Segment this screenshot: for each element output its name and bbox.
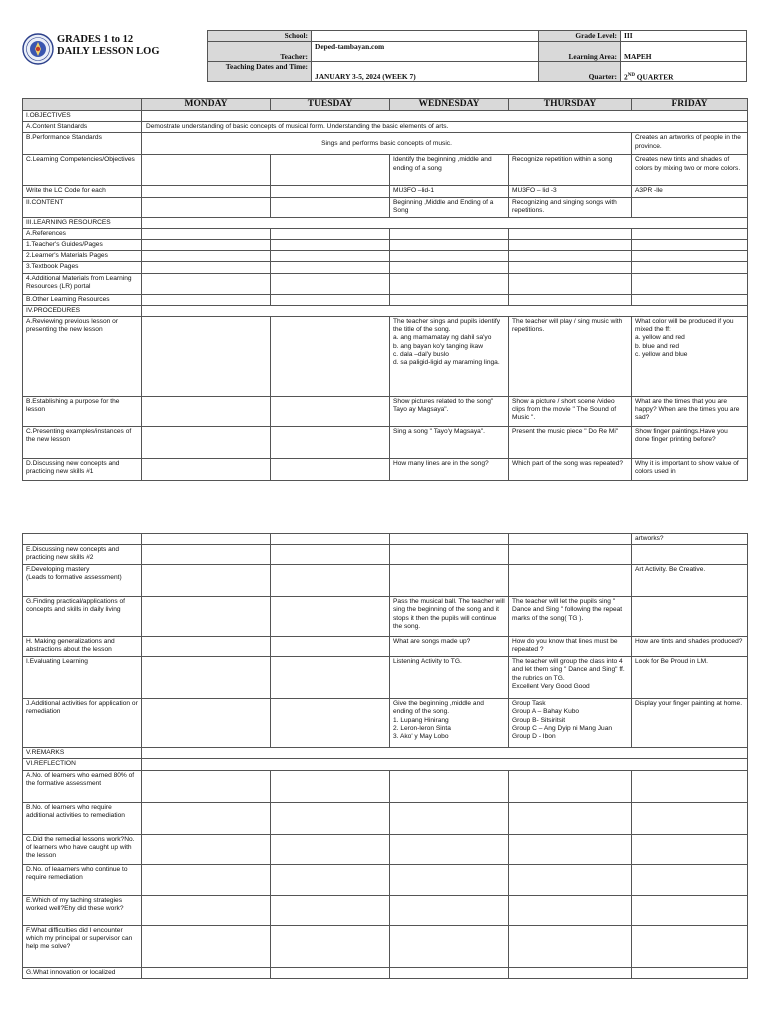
day-header-row xyxy=(23,99,748,111)
log-row xyxy=(23,459,748,481)
row-label: A.References xyxy=(23,228,142,239)
row-label: B.Performance Standards xyxy=(23,133,142,155)
cell-monday xyxy=(142,240,271,251)
log-row xyxy=(23,197,748,217)
row-label: G.What innovation or localized xyxy=(23,967,142,978)
cell-monday xyxy=(142,317,271,397)
cell-thursday xyxy=(509,864,632,895)
cell-monday xyxy=(142,770,271,802)
cell-wednesday xyxy=(390,273,509,294)
cell-wednesday xyxy=(390,251,509,262)
section-filler xyxy=(142,748,748,759)
section-filler xyxy=(142,111,748,122)
cell-wednesday xyxy=(390,545,509,565)
row-label: E.Which of my taching strategies worked well?Ehy did these work? xyxy=(23,895,142,925)
cell-wednesday xyxy=(390,565,509,597)
log-row xyxy=(23,186,748,197)
cell-friday xyxy=(632,925,748,967)
cell-thursday xyxy=(509,770,632,802)
cell-wednesday xyxy=(390,834,509,864)
cell-tuesday xyxy=(271,459,390,481)
row-label: F.What difficulties did I encounter which my principal or supervisor can help me solve? xyxy=(23,925,142,967)
section-filler xyxy=(142,305,748,316)
cell-monday xyxy=(142,834,271,864)
log-row xyxy=(23,802,748,834)
row-label: C.Presenting examples/instances of the new lesson xyxy=(23,427,142,459)
section-filler xyxy=(142,759,748,770)
learning-area-value: MAPEH xyxy=(621,42,747,62)
cell-wednesday xyxy=(390,770,509,802)
log-row xyxy=(23,597,748,637)
cell-friday xyxy=(632,294,748,305)
row-label: A.Content Standards xyxy=(23,122,142,133)
cell-wednesday xyxy=(390,895,509,925)
cell-monday xyxy=(142,545,271,565)
teacher-label: Teacher: xyxy=(208,42,312,62)
grade-level-label: Grade Level: xyxy=(539,31,621,42)
cell-thursday xyxy=(509,251,632,262)
cell-thursday: MU3FO – lid -3 xyxy=(509,186,632,197)
cell-wednesday: How many lines are in the song? xyxy=(390,459,509,481)
day-header-monday: MONDAY xyxy=(142,99,271,111)
log-row xyxy=(23,133,748,155)
cell-wednesday: Beginning ,Middle and Ending of a Song xyxy=(390,197,509,217)
cell-thursday xyxy=(509,262,632,273)
cell-monday xyxy=(142,864,271,895)
row-label: Write the LC Code for each xyxy=(23,186,142,197)
log-row xyxy=(23,925,748,967)
log-row xyxy=(23,770,748,802)
cell-monday xyxy=(142,967,271,978)
cell-wednesday xyxy=(390,294,509,305)
log-row xyxy=(23,657,748,699)
cell-friday xyxy=(632,597,748,637)
grade-level-value: III xyxy=(621,31,747,42)
cell-friday: What color will be produced if you mixed the ff: a. yellow and red b. blue and red c. yellow and blue xyxy=(632,317,748,397)
teaching-dates-value: JANUARY 3-5, 2024 (WEEK 7) xyxy=(312,62,539,82)
cell-friday: Look for Be Proud in LM. xyxy=(632,657,748,699)
cell-tuesday xyxy=(271,273,390,294)
cell-monday xyxy=(142,155,271,186)
deped-seal-logo xyxy=(22,33,54,65)
cell-tuesday xyxy=(271,397,390,427)
teaching-dates-label: Teaching Dates and Time: xyxy=(208,62,312,82)
row-label: 4.Additional Materials from Learning Resources (LR) portal xyxy=(23,273,142,294)
log-row xyxy=(23,240,748,251)
cell-friday: artworks? xyxy=(632,534,748,545)
log-row xyxy=(23,251,748,262)
day-header-tuesday: TUESDAY xyxy=(271,99,390,111)
cell-monday xyxy=(142,895,271,925)
cell-tuesday xyxy=(271,802,390,834)
cell-wednesday: Sing a song " Tayo'y Magsaya". xyxy=(390,427,509,459)
cell-tuesday xyxy=(271,864,390,895)
log-row xyxy=(23,637,748,657)
cell-wednesday: Pass the musical ball. The teacher will sing the beginning of the song and it stops it then the pupils will continue the song. xyxy=(390,597,509,637)
log-row xyxy=(23,864,748,895)
row-label: C.Did the remedial lessons work?No. of learners who have caught up with the lesson xyxy=(23,834,142,864)
row-label: J.Additional activities for application or remediation xyxy=(23,699,142,748)
cell-monday xyxy=(142,597,271,637)
title-line2: DAILY LESSON LOG xyxy=(57,46,160,57)
row-label: I.Evaluating Learning xyxy=(23,657,142,699)
cell-thursday: The teacher will group the class into 4 and let them sing " Dance and Sing" ff. the rubrics on TG. Excellent Very Good Good xyxy=(509,657,632,699)
cell-friday: What are the times that you are happy? When are the times you are sad? xyxy=(632,397,748,427)
cell-thursday: Show a picture / short scene /video clips from the movie " The Sound of Music ". xyxy=(509,397,632,427)
cell-thursday: Which part of the song was repeated? xyxy=(509,459,632,481)
cell-wednesday xyxy=(390,864,509,895)
cell-tuesday xyxy=(271,155,390,186)
cell-thursday: Recognizing and singing songs with repetitions. xyxy=(509,197,632,217)
row-label: G.Finding practical/applications of concepts and skills in daily living xyxy=(23,597,142,637)
cell-friday xyxy=(632,251,748,262)
row-label: 2.Learner's Materials Pages xyxy=(23,251,142,262)
cell-monday xyxy=(142,459,271,481)
log-row xyxy=(23,427,748,459)
cell-thursday: Group Task Group A – Bahay Kubo Group B- Sitsiritsit Group C – Ang Dyip ni Mang Juan Group D - Ibon xyxy=(509,699,632,748)
cell-thursday xyxy=(509,834,632,864)
cell-monday xyxy=(142,925,271,967)
cell-tuesday xyxy=(271,427,390,459)
cell-friday: Show finger paintings.Have you done finger printing before? xyxy=(632,427,748,459)
cell-thursday xyxy=(509,534,632,545)
log-row xyxy=(23,294,748,305)
row-label: I.OBJECTIVES xyxy=(23,111,142,122)
row-label: III.LEARNING RESOURCES xyxy=(23,217,142,228)
cell-tuesday xyxy=(271,186,390,197)
performance-standards-text: Sings and performs basic concepts of music. xyxy=(142,133,632,155)
cell-monday xyxy=(142,251,271,262)
log-row xyxy=(23,122,748,133)
log-row xyxy=(23,534,748,545)
cell-monday xyxy=(142,699,271,748)
cell-tuesday xyxy=(271,534,390,545)
cell-wednesday: The teacher sings and pupils identify the title of the song. a. ang mamamatay ng dahil sa'yo b. ang bayan ko'y tanging ikaw c. dala –dal'y buslo d. sa paligid-ligid ay maraming linga. xyxy=(390,317,509,397)
cell-wednesday: Identify the beginning ,middle and ending of a song xyxy=(390,155,509,186)
row-label: IV.PROCEDURES xyxy=(23,305,142,316)
lesson-log-table-page1 xyxy=(22,98,748,481)
cell-wednesday xyxy=(390,802,509,834)
cell-monday xyxy=(142,228,271,239)
cell-friday xyxy=(632,864,748,895)
cell-monday xyxy=(142,565,271,597)
cell-monday xyxy=(142,637,271,657)
cell-friday xyxy=(632,834,748,864)
log-row xyxy=(23,895,748,925)
cell-thursday: The teacher will let the pupils sing " Dance and Sing " following the repeat marks of the song( TG ). xyxy=(509,597,632,637)
row-label: B.Other Learning Resources xyxy=(23,294,142,305)
cell-wednesday: What are songs made up? xyxy=(390,637,509,657)
header-info-table xyxy=(207,30,747,82)
log-row xyxy=(23,397,748,427)
cell-thursday xyxy=(509,802,632,834)
cell-tuesday xyxy=(271,895,390,925)
cell-thursday xyxy=(509,228,632,239)
cell-tuesday xyxy=(271,925,390,967)
title-line1: GRADES 1 to 12 xyxy=(57,34,134,45)
cell-thursday xyxy=(509,895,632,925)
cell-tuesday xyxy=(271,317,390,397)
log-row xyxy=(23,565,748,597)
cell-wednesday xyxy=(390,967,509,978)
cell-tuesday xyxy=(271,657,390,699)
row-label: V.REMARKS xyxy=(23,748,142,759)
row-label: B.No. of learners who require additional activities to remediation xyxy=(23,802,142,834)
cell-tuesday xyxy=(271,597,390,637)
cell-tuesday xyxy=(271,262,390,273)
row-label xyxy=(23,534,142,545)
cell-friday xyxy=(632,895,748,925)
school-value xyxy=(312,31,539,42)
cell-monday xyxy=(142,273,271,294)
cell-tuesday xyxy=(271,967,390,978)
cell-tuesday xyxy=(271,545,390,565)
cell-friday xyxy=(632,273,748,294)
log-row xyxy=(23,217,748,228)
log-row xyxy=(23,262,748,273)
cell-friday: How are tints and shades produced? xyxy=(632,637,748,657)
log-row xyxy=(23,545,748,565)
cell-wednesday xyxy=(390,262,509,273)
row-label: D.Discussing new concepts and practicing new skills #1 xyxy=(23,459,142,481)
cell-monday xyxy=(142,657,271,699)
document-title xyxy=(57,34,160,58)
cell-tuesday xyxy=(271,834,390,864)
cell-friday xyxy=(632,240,748,251)
cell-tuesday xyxy=(271,197,390,217)
cell-thursday xyxy=(509,925,632,967)
cell-wednesday xyxy=(390,228,509,239)
cell-monday xyxy=(142,197,271,217)
row-label: D.No. of leaarners who continue to require remediation xyxy=(23,864,142,895)
quarter-value: 2ND QUARTER xyxy=(621,62,747,82)
quarter-label: Quarter: xyxy=(539,62,621,82)
lesson-log-table-page2 xyxy=(22,533,748,979)
cell-friday: Art Activity. Be Creative. xyxy=(632,565,748,597)
row-label: VI.REFLECTION xyxy=(23,759,142,770)
cell-friday xyxy=(632,770,748,802)
cell-friday xyxy=(632,802,748,834)
cell-tuesday xyxy=(271,637,390,657)
cell-monday xyxy=(142,802,271,834)
log-row xyxy=(23,228,748,239)
row-label: 3.Textbook Pages xyxy=(23,262,142,273)
row-label: A.No. of learners who earned 80% of the formative assessment xyxy=(23,770,142,802)
cell-friday xyxy=(632,228,748,239)
cell-thursday xyxy=(509,565,632,597)
log-row xyxy=(23,273,748,294)
cell-friday: Display your finger painting at home. xyxy=(632,699,748,748)
school-label: School: xyxy=(208,31,312,42)
row-label: H. Making generalizations and abstractions about the lesson xyxy=(23,637,142,657)
cell-monday xyxy=(142,294,271,305)
log-row xyxy=(23,967,748,978)
row-label: C.Learning Competencies/Objectives xyxy=(23,155,142,186)
row-label: 1.Teacher's Guides/Pages xyxy=(23,240,142,251)
row-label: F.Developing mastery (Leads to formative assessment) xyxy=(23,565,142,597)
cell-monday xyxy=(142,397,271,427)
cell-friday xyxy=(632,262,748,273)
cell-tuesday xyxy=(271,294,390,305)
cell-friday xyxy=(632,197,748,217)
log-row xyxy=(23,111,748,122)
cell-wednesday: MU3FO –lid-1 xyxy=(390,186,509,197)
cell-wednesday xyxy=(390,925,509,967)
cell-wednesday: Give the beginning ,middle and ending of the song. 1. Lupang Hinirang 2. Leron-leron Sinta 3. Ako' y May Lobo xyxy=(390,699,509,748)
cell-thursday xyxy=(509,273,632,294)
content-standards-text: Demostrate understanding of basic concepts of musical form. Understanding the basic elements of arts. xyxy=(142,122,748,133)
row-label: II.CONTENT xyxy=(23,197,142,217)
day-header-blank xyxy=(23,99,142,111)
cell-monday xyxy=(142,186,271,197)
cell-thursday: How do you know that lines must be repeated ? xyxy=(509,637,632,657)
cell-thursday xyxy=(509,545,632,565)
log-row xyxy=(23,834,748,864)
cell-wednesday: Show pictures related to the song" Tayo ay Magsaya". xyxy=(390,397,509,427)
log-row xyxy=(23,155,748,186)
learning-area-label: Learning Area: xyxy=(539,42,621,62)
cell-monday xyxy=(142,262,271,273)
cell-tuesday xyxy=(271,240,390,251)
row-label: E.Discussing new concepts and practicing new skills #2 xyxy=(23,545,142,565)
cell-monday xyxy=(142,427,271,459)
log-row xyxy=(23,759,748,770)
row-label: A.Reviewing previous lesson or presenting the new lesson xyxy=(23,317,142,397)
row-label: B.Establishing a purpose for the lesson xyxy=(23,397,142,427)
cell-thursday xyxy=(509,240,632,251)
cell-tuesday xyxy=(271,251,390,262)
cell-thursday: The teacher will play / sing music with repetitions. xyxy=(509,317,632,397)
cell-tuesday xyxy=(271,228,390,239)
cell-friday: Why it is important to show value of colors used in xyxy=(632,459,748,481)
performance-standards-friday: Creates an artworks of people in the province. xyxy=(632,133,748,155)
cell-thursday: Recognize repetition within a song xyxy=(509,155,632,186)
day-header-thursday: THURSDAY xyxy=(509,99,632,111)
cell-friday xyxy=(632,545,748,565)
cell-tuesday xyxy=(271,565,390,597)
cell-thursday xyxy=(509,967,632,978)
cell-monday xyxy=(142,534,271,545)
log-row xyxy=(23,317,748,397)
cell-tuesday xyxy=(271,699,390,748)
day-header-wednesday: WEDNESDAY xyxy=(390,99,509,111)
cell-thursday: Present the music piece " Do Re Mi" xyxy=(509,427,632,459)
section-filler xyxy=(142,217,748,228)
cell-friday: Creates new tints and shades of colors by mixing two or more colors. xyxy=(632,155,748,186)
teacher-value: Deped-tambayan.com xyxy=(312,42,539,62)
cell-friday: A3PR -lle xyxy=(632,186,748,197)
cell-thursday xyxy=(509,294,632,305)
log-row xyxy=(23,748,748,759)
log-row xyxy=(23,305,748,316)
cell-friday xyxy=(632,967,748,978)
cell-wednesday xyxy=(390,240,509,251)
cell-tuesday xyxy=(271,770,390,802)
log-row xyxy=(23,699,748,748)
day-header-friday: FRIDAY xyxy=(632,99,748,111)
cell-wednesday xyxy=(390,534,509,545)
cell-wednesday: Listening Activity to TG. xyxy=(390,657,509,699)
